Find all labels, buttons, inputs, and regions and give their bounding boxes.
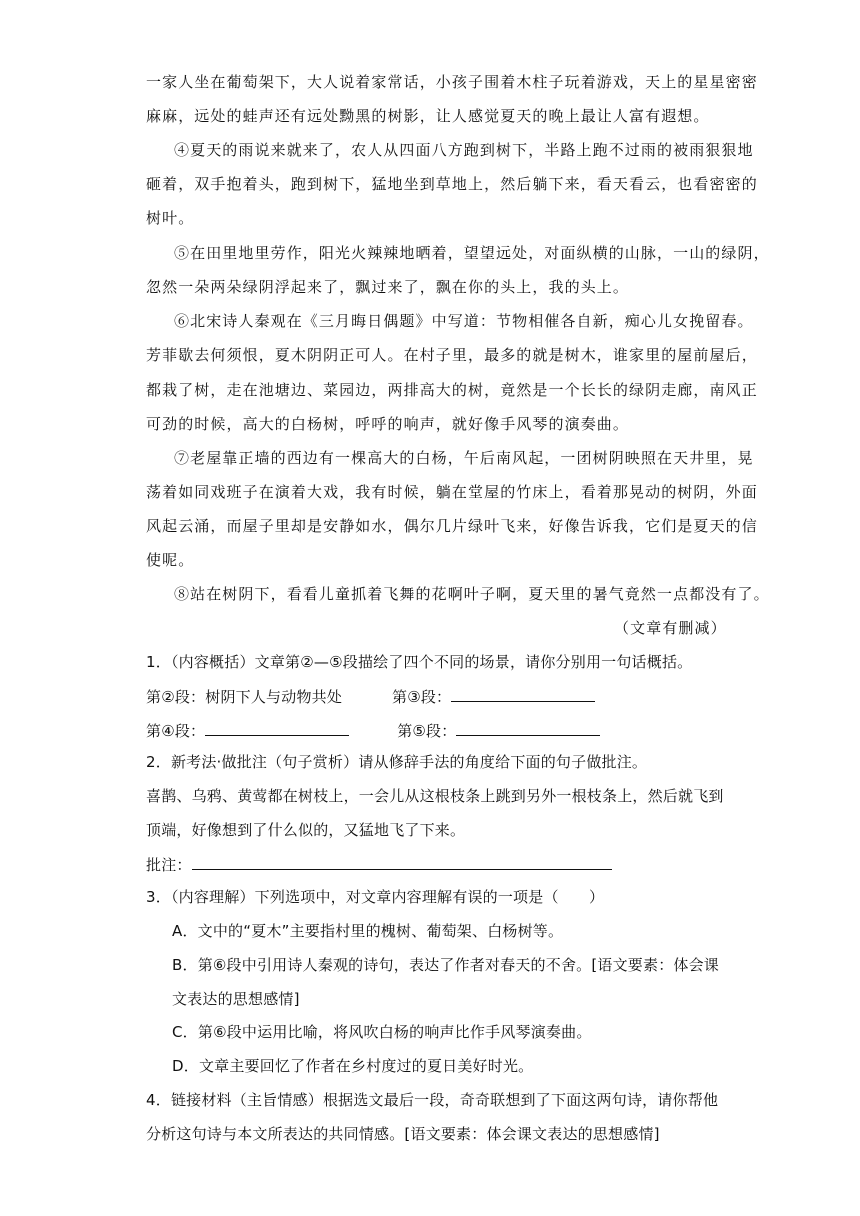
passage-line: 忽然一朵两朵绿阴浮起来了，飘过来了，飘在你的头上，我的头上。 <box>146 278 630 296</box>
q2-sentence-line: 喜鹊、乌鸦、黄莺都在树枝上，一会儿从这根枝条上跳到另外一根枝条上，然后就飞到 <box>146 787 724 805</box>
passage-note: （文章有删减） <box>614 619 727 637</box>
q1-p5-label: 第⑤段： <box>397 722 457 740</box>
passage-line: 使呢。 <box>146 551 195 569</box>
q2-annotate-blank[interactable] <box>192 853 612 870</box>
passage-line: ⑤在田里地里劳作，阳光火辣辣地晒着，望望远处，对面纵横的山脉，一山的绿阴， <box>174 244 770 262</box>
q3-option-b-cont: 文表达的思想感情] <box>172 990 300 1008</box>
q2-sentence-line: 顶端，好像想到了什么似的，又猛地飞了下来。 <box>146 821 466 839</box>
passage-line: 风起云涌，而屋子里却是安静如水，偶尔几片绿叶飞来，好像告诉我，它们是夏天的信 <box>146 517 758 535</box>
q1-p4-answer-blank[interactable] <box>205 719 349 736</box>
q3-stem: 3．（内容理解）下列选项中，对文章内容理解有误的一项是（ ） <box>146 888 605 906</box>
passage-line: 都栽了树，走在池塘边、菜园边，两排高大的树，竟然是一个长长的绿阴走廊，南风正 <box>146 381 758 399</box>
q3-option-b[interactable]: B．第⑥段中引用诗人秦观的诗句，表达了作者对春天的不舍。[语文要素：体会课 <box>172 956 719 974</box>
passage-line: 荡着如同戏班子在演着大戏，我有时候，躺在堂屋的竹床上，看着那晃动的树阴，外面 <box>146 483 758 501</box>
passage-line: ⑧站在树阴下，看看儿童抓着飞舞的花啊叶子啊，夏天里的暑气竟然一点都没有了。 <box>174 585 770 603</box>
passage-line: 砸着，双手抱着头，跑到树下，猛地坐到草地上，然后躺下来，看天看云，也看密密的 <box>146 175 758 193</box>
q3-option-a[interactable]: A．文中的“夏木”主要指村里的槐树、葡萄架、白杨树等。 <box>172 922 564 940</box>
q1-p5-answer-blank[interactable] <box>456 719 600 736</box>
q1-row-1 <box>146 685 595 707</box>
q1-p2-label: 第②段：树阴下人与动物共处 <box>146 688 343 706</box>
q2-stem: 2．新考法·做批注（句子赏析）请从修辞手法的角度给下面的句子做批注。 <box>146 753 648 771</box>
passage-line: ⑦老屋靠正墙的西边有一棵高大的白杨，午后南风起，一团树阴映照在天井里，晃 <box>174 449 754 467</box>
passage-line: ⑥北宋诗人秦观在《三月晦日偶题》中写道：节物相催各自新，痴心儿女挽留春。 <box>174 312 754 330</box>
q1-row-2 <box>146 719 600 741</box>
q1-p3-answer-blank[interactable] <box>451 685 595 702</box>
q2-annotate-label: 批注： <box>146 856 192 874</box>
q3-option-c[interactable]: C．第⑥段中运用比喻，将风吹白杨的响声比作手风琴演奏曲。 <box>172 1023 592 1041</box>
passage-line: 可劲的时候，高大的白杨树，呼呼的响声，就好像手风琴的演奏曲。 <box>146 415 630 433</box>
q1-stem: 1．（内容概括）文章第②—⑤段描绘了四个不同的场景，请你分别用一句话概括。 <box>146 653 693 671</box>
q1-p3-label: 第③段： <box>392 688 452 706</box>
q4-stem: 4．链接材料（主旨情感）根据选文最后一段，奇奇联想到了下面这两句诗，请你帮他 <box>146 1091 719 1109</box>
q3-option-d[interactable]: D．文章主要回忆了作者在乡村度过的夏日美好时光。 <box>172 1057 534 1075</box>
passage-line: ④夏天的雨说来就来了，农人从四面八方跑到树下，半路上跑不过雨的被雨狠狠地 <box>174 141 754 159</box>
passage-line: 麻麻，远处的蛙声还有远处黝黑的树影，让人感觉夏天的晚上最让人富有遐想。 <box>146 107 710 125</box>
q1-p4-label: 第④段： <box>146 722 206 740</box>
q4-stem-cont: 分析这句诗与本文所表达的共同情感。[语文要素：体会课文表达的思想感情] <box>146 1125 660 1143</box>
q2-annotate-row <box>146 853 612 875</box>
passage-line: 树叶。 <box>146 209 195 227</box>
passage-line: 一家人坐在葡萄架下，大人说着家常话，小孩子围着木柱子玩着游戏，天上的星星密密 <box>146 73 758 91</box>
passage-line: 芳菲歇去何须恨，夏木阴阴正可人。在村子里，最多的就是树木，谁家里的屋前屋后， <box>146 346 758 364</box>
